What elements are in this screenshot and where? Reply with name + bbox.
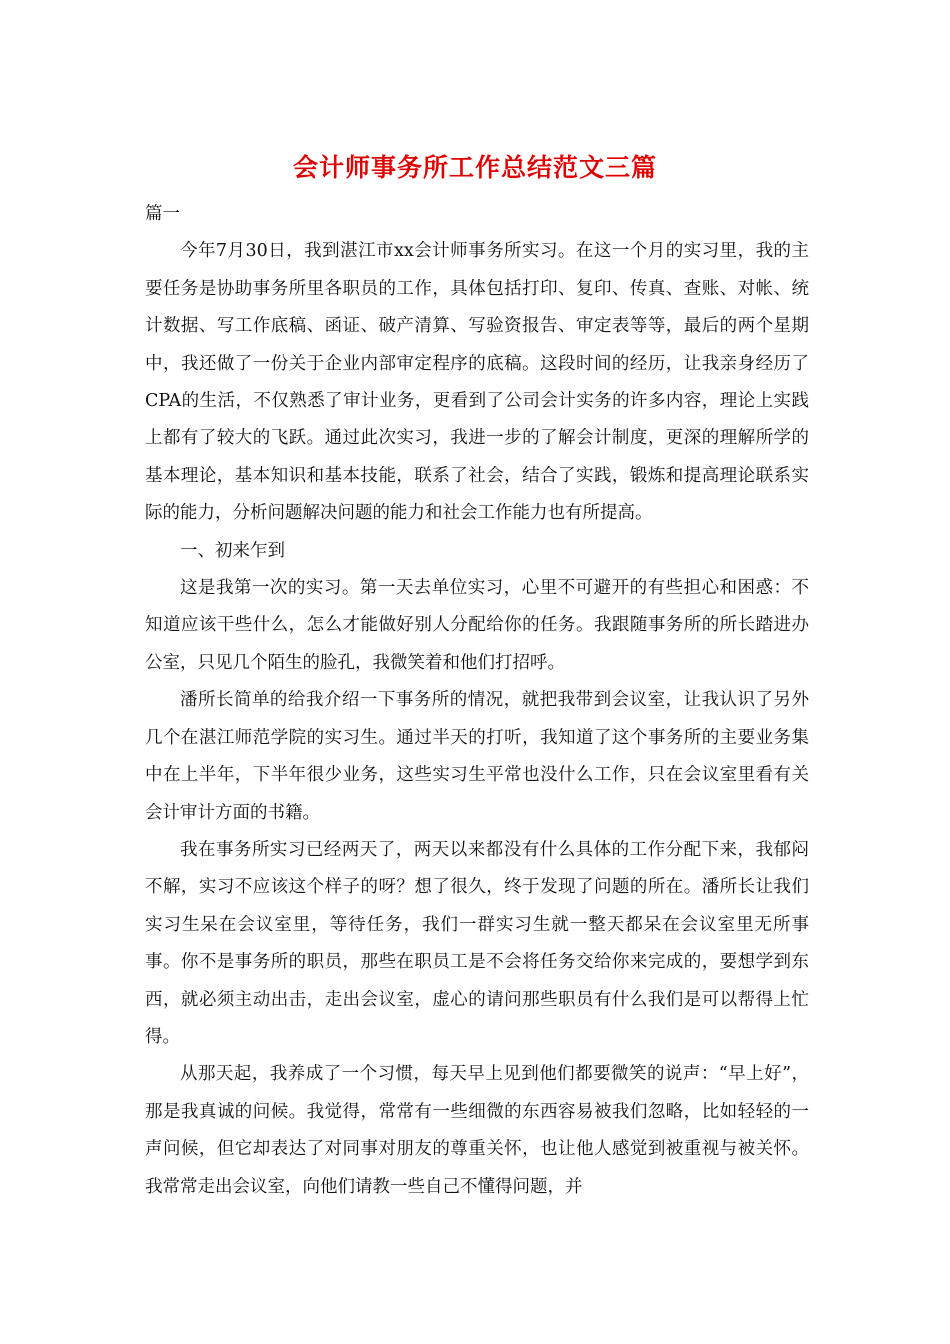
paragraph-habit: 从那天起，我养成了一个习惯，每天早上见到他们都要微笑的说声：“早上好”，那是我真诚的问候。我觉得，常常有一些细微的东西容易被我们忽略，比如轻轻的一声问候，但它却表达了对同事对朋友的尊重关怀，也让他人感觉到被重视与被关怀。我常常走出会议室，向他们请教一些自己不懂得问题，并 [145, 1064, 809, 1197]
document-title: 会计师事务所工作总结范文三篇 [292, 153, 657, 182]
section-heading: 一、初来乍到 [180, 540, 285, 561]
paragraph-two-days: 我在事务所实习已经两天了，两天以来都没有什么具体的工作分配下来，我郁闷不解，实习不应该这个样子的呀？想了很久，终于发现了问题的所在。潘所长让我们实习生呆在会议室里，等待任务，我们一群实习生就一整天都呆在会议室里无所事事。你不是事务所的职员，那些在职员工是不会将任务交给你来完成的，要想学到东西，就必须主动出击，走出会议室，虚心的请问那些职员有什么我们是可以帮得上忙得。 [145, 839, 809, 1047]
section-label: 篇一 [145, 204, 180, 224]
paragraph-director-intro: 潘所长简单的给我介绍一下事务所的情况，就把我带到会议室，让我认识了另外几个在湛江师范学院的实习生。通过半天的打听，我知道了这个事务所的主要业务集中在上半年，下半年很少业务，这些实习生平常也没什么工作，只在会议室里看有关会计审计方面的书籍。 [145, 690, 809, 823]
paragraph-first-day: 这是我第一次的实习。第一天去单位实习，心里不可避开的有些担心和困惑：不知道应该干些什么，怎么才能做好别人分配给你的任务。我跟随事务所的所长踏进办公室，只见几个陌生的脸孔，我微笑着和他们打招呼。 [145, 578, 809, 673]
paragraph-intro: 今年7月30日，我到湛江市xx会计师事务所实习。在这一个月的实习里，我的主要任务是协助事务所里各职员的工作，具体包括打印、复印、传真、查账、对帐、统计数据、写工作底稿、函证、破产清算、写验资报告、审定表等等，最后的两个星期中，我还做了一份关于企业内部审定程序的底稿。这段时间的经历，让我亲身经历了CPA的生活，不仅熟悉了审计业务，更看到了公司会计实务的许多内容，理论上实践上都有了较大的飞跃。通过此次实习，我进一步的了解会计制度，更深的理解所学的基本理论，基本知识和基本技能，联系了社会，结合了实践，锻炼和提高理论联系实际的能力，分析问题解决问题的能力和社会工作能力也有所提高。 [145, 241, 809, 524]
document-body [145, 196, 809, 1206]
